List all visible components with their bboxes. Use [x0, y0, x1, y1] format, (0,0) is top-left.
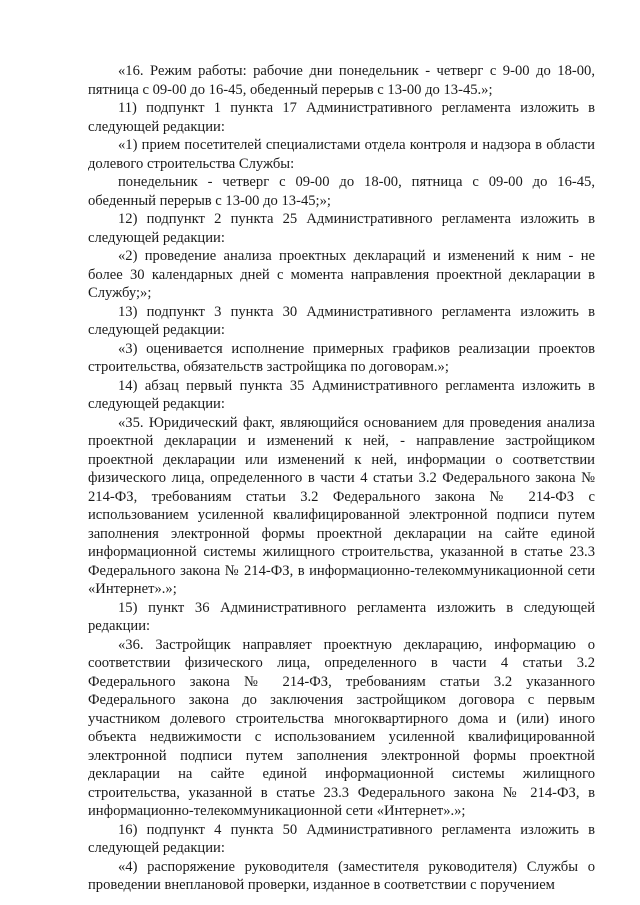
paragraph: «35. Юридический факт, являющийся основанием для проведения анализа проектной декларации и изменений к ней, - направление застройщиком проектной декларации или изменений к ней, информации о соответствии физического лица, определенного в части 4 статьи 3.2 Федерального закона № 214-ФЗ, требованиям статьи 3.2 Федерального закона № 214-ФЗ с использованием усиленной квалифицированной электронной подписи путем заполнения электронной формы проектной декларации на сайте единой информационной системы жилищного строительства, указанной в статье 23.3 Федерального закона № 214-ФЗ, в информационно-телекоммуникационной сети «Интернет».»;: [88, 414, 595, 597]
paragraph: 15) пункт 36 Административного регламента изложить в следующей редакции:: [88, 599, 595, 634]
paragraph: 13) подпункт 3 пункта 30 Административного регламента изложить в следующей редакции:: [88, 303, 595, 338]
paragraph: «36. Застройщик направляет проектную декларацию, информацию о соответствии физического лица, определенного в части 4 статьи 3.2 Федерального закона № 214-ФЗ, требованиям статьи 3.2 указанного Федерального закона до заключения застройщиком договора с первым участником долевого строительства многоквартирного дома и (или) иного объекта недвижимости с использованием усиленной квалифицированной электронной подписи путем заполнения электронной формы проектной декларации на сайте единой информационной системы жилищного строительства, указанной в статье 23.3 Федерального закона № 214-ФЗ, в информационно-телекоммуникационной сети «Интернет».»;: [88, 636, 595, 819]
paragraph: 16) подпункт 4 пункта 50 Административного регламента изложить в следующей редакции:: [88, 821, 595, 856]
paragraph: «2) проведение анализа проектных деклараций и изменений к ним - не более 30 календарных дней с момента направления проектной декларации в Службу;»;: [88, 248, 595, 301]
paragraph: «16. Режим работы: рабочие дни понедельник - четверг с 9-00 до 18-00, пятница с 09-00 до 16-45, обеденный перерыв с 13-00 до 13-45.»;: [88, 63, 595, 98]
paragraph: «3) оценивается исполнение примерных графиков реализации проектов строительства, обязательств застройщика по договорам.»;: [88, 340, 595, 375]
paragraph: понедельник - четверг с 09-00 до 18-00, пятница с 09-00 до 16-45, обеденный перерыв с 13-00 до 13-45;»;: [88, 174, 595, 209]
paragraph: «4) распоряжение руководителя (заместителя руководителя) Службы о проведении внеплановой проверки, изданное в соответствии с поручением: [88, 858, 595, 893]
document-body: [88, 62, 595, 895]
paragraph: 14) абзац первый пункта 35 Административного регламента изложить в следующей редакции:: [88, 377, 595, 412]
paragraph: 12) подпункт 2 пункта 25 Административного регламента изложить в следующей редакции:: [88, 211, 595, 246]
paragraph: 11) подпункт 1 пункта 17 Административного регламента изложить в следующей редакции:: [88, 100, 595, 135]
paragraph: «1) прием посетителей специалистами отдела контроля и надзора в области долевого строительства Службы:: [88, 137, 595, 172]
